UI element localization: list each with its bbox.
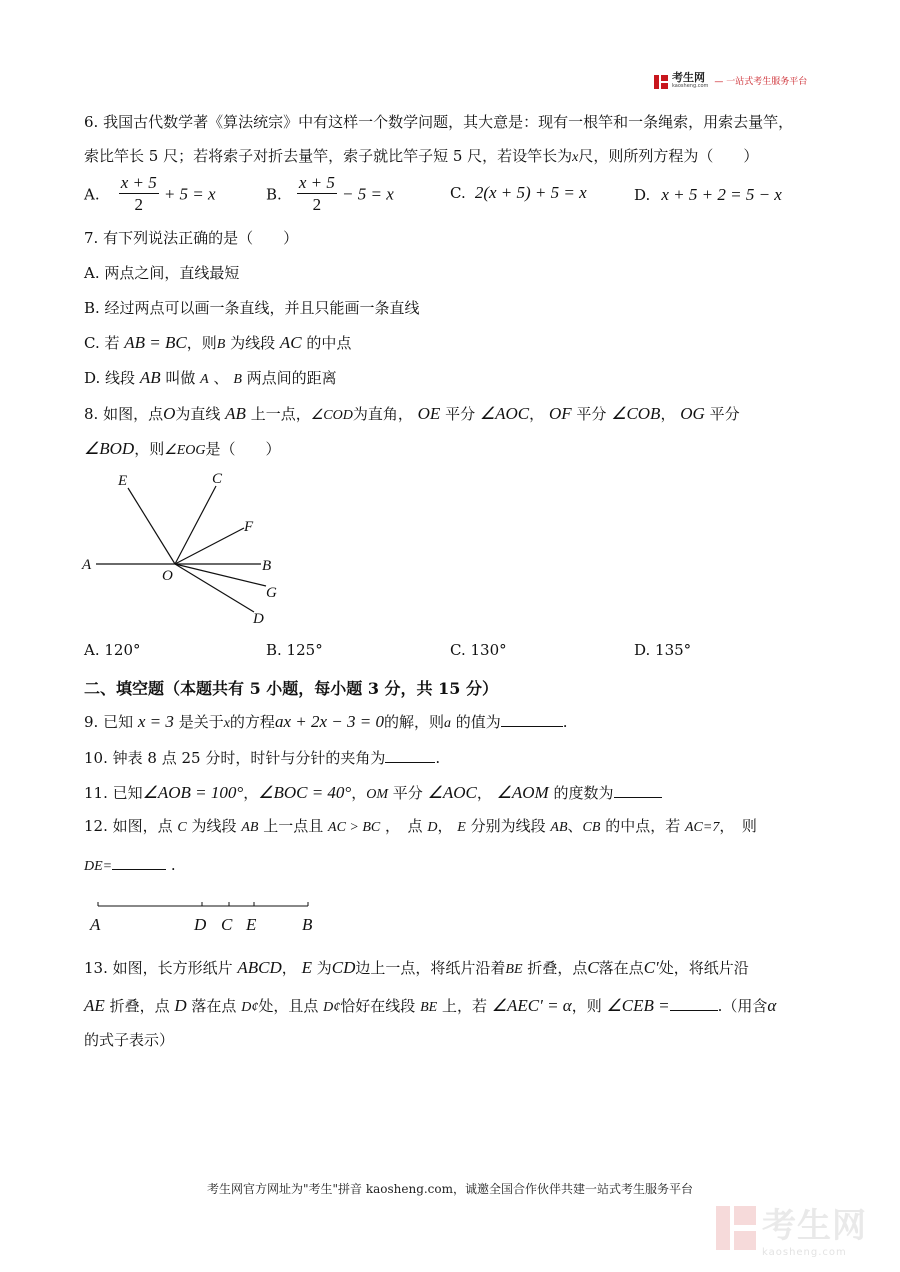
q13-line1: 13. 如图，长方形纸片 ABCD， E 为CD边上一点，将纸片沿着BE 折叠，点C落在点C′处，将纸片沿 <box>84 958 749 977</box>
label-F: F <box>244 519 254 535</box>
q6-line2: 索比竿长 5 尺；若将索子对折去量竿，索子就比竿子短 5 尺，若设竿长为x尺，则所列方程为（ ） <box>84 147 759 165</box>
q9-answer-blank[interactable] <box>501 710 563 727</box>
q13-line2: AE 折叠，点 D 落在点 D¢处，且点 D¢恰好在线段 BE 上，若 ∠AEC′ = α，则 ∠CEB = .（用含α <box>84 996 777 1015</box>
ray-OD <box>175 564 254 612</box>
label-G: G <box>266 585 277 601</box>
q6-line1: 6. 我国古代数学著《算法统宗》中有这样一个数学问题，其大意是：现有一根竿和一条绳索，用索去量竿， <box>84 113 794 131</box>
q8-option-c[interactable]: C. 130° <box>450 641 507 659</box>
q6-option-a[interactable]: A. $\frac{x + 5}{2}$ + 5 = x <box>84 173 216 214</box>
q12-line1: 12. 如图，点 C 为线段 AB 上一点且 AC > BC ， 点 D， E 分别为线段 AB、CB 的中点，若 AC=7， 则 <box>84 817 757 835</box>
watermark-domain: kaosheng.com <box>762 1247 847 1258</box>
q10: 10. 钟表 8 点 25 分时，时针与分针的夹角为 . <box>84 746 440 768</box>
label-O: O <box>162 568 173 584</box>
seg-label-D: D <box>194 915 207 934</box>
q6-option-c[interactable]: C. 2(x + 5) + 5 = x <box>450 183 587 202</box>
label-D: D <box>253 611 264 627</box>
watermark-name: 考生网 <box>762 1206 867 1246</box>
seg-label-B: B <box>302 915 313 934</box>
label-B: B <box>262 558 272 574</box>
q11-answer-blank[interactable] <box>614 781 662 798</box>
q7-option-d[interactable]: D. 线段 AB 叫做 A 、 B 两点间的距离 <box>84 368 337 387</box>
q8-line2: ∠BOD，则∠EOG是（ ） <box>84 439 281 458</box>
q12-answer-blank[interactable] <box>112 853 166 870</box>
ray-OF <box>175 528 244 564</box>
q8-option-a[interactable]: A. 120° <box>84 641 141 659</box>
watermark <box>716 1198 867 1258</box>
label-C: C <box>212 471 223 487</box>
seg-label-C: C <box>221 915 233 934</box>
q6-option-b[interactable]: B. $\frac{x + 5}{2}$ − 5 = x <box>266 173 394 214</box>
q7-stem: 7. 有下列说法正确的是（ ） <box>84 229 299 247</box>
q8-option-d[interactable]: D. 135° <box>634 641 692 659</box>
q7-option-c[interactable]: C. 若 AB = BC，则B 为线段 AC 的中点 <box>84 333 352 352</box>
q8-angle-figure <box>76 466 296 630</box>
section-2-title: 二、填空题（本题共有 5 小题，每小题 3 分，共 15 分） <box>84 679 498 698</box>
logo-name: 考生网 <box>672 71 705 84</box>
label-E: E <box>118 473 128 489</box>
label-A: A <box>82 557 92 573</box>
q13-line3: 的式子表示） <box>84 1031 175 1049</box>
ray-OE <box>128 488 175 564</box>
ray-OG <box>175 564 266 586</box>
q12-segment-figure <box>84 896 324 940</box>
seg-label-A: A <box>90 915 101 934</box>
q8-line1: 8. 如图，点O为直线 AB 上一点，∠COD为直角， OE 平分 ∠AOC， OF 平分 ∠COB， OG 平分 <box>84 404 740 423</box>
seg-label-E: E <box>246 915 257 934</box>
footer-text: 考生网官方网址为"考生"拼音 kaosheng.com，诚邀全国合作伙伴共建一站式考生服务平台 <box>206 1182 694 1196</box>
q10-answer-blank[interactable] <box>385 746 435 763</box>
q12-line2: DE= . <box>84 853 176 877</box>
q7-option-b[interactable]: B. 经过两点可以画一条直线，并且只能画一条直线 <box>84 299 420 317</box>
q7-option-a[interactable]: A. 两点之间，直线最短 <box>84 264 240 282</box>
logo-domain: kaosheng.com <box>672 83 709 89</box>
logo-icon <box>654 74 668 88</box>
q13-answer-blank[interactable] <box>670 994 718 1011</box>
q6-option-d[interactable]: D. x + 5 + 2 = 5 − x <box>634 185 782 204</box>
ray-OC <box>175 486 216 564</box>
watermark-logo-icon <box>716 1206 756 1250</box>
q8-option-b[interactable]: B. 125° <box>266 641 323 659</box>
header-logo <box>654 72 807 89</box>
header-slogan: — 一站式考生服务平台 <box>714 77 808 87</box>
q9: 9. 已知 x = 3 是关于x的方程ax + 2x − 3 = 0的解，则a 的值为 . <box>84 712 568 731</box>
q11: 11. 已知∠AOB = 100°，∠BOC = 40°，OM 平分 ∠AOC， ∠AOM 的度数为 <box>84 781 662 805</box>
